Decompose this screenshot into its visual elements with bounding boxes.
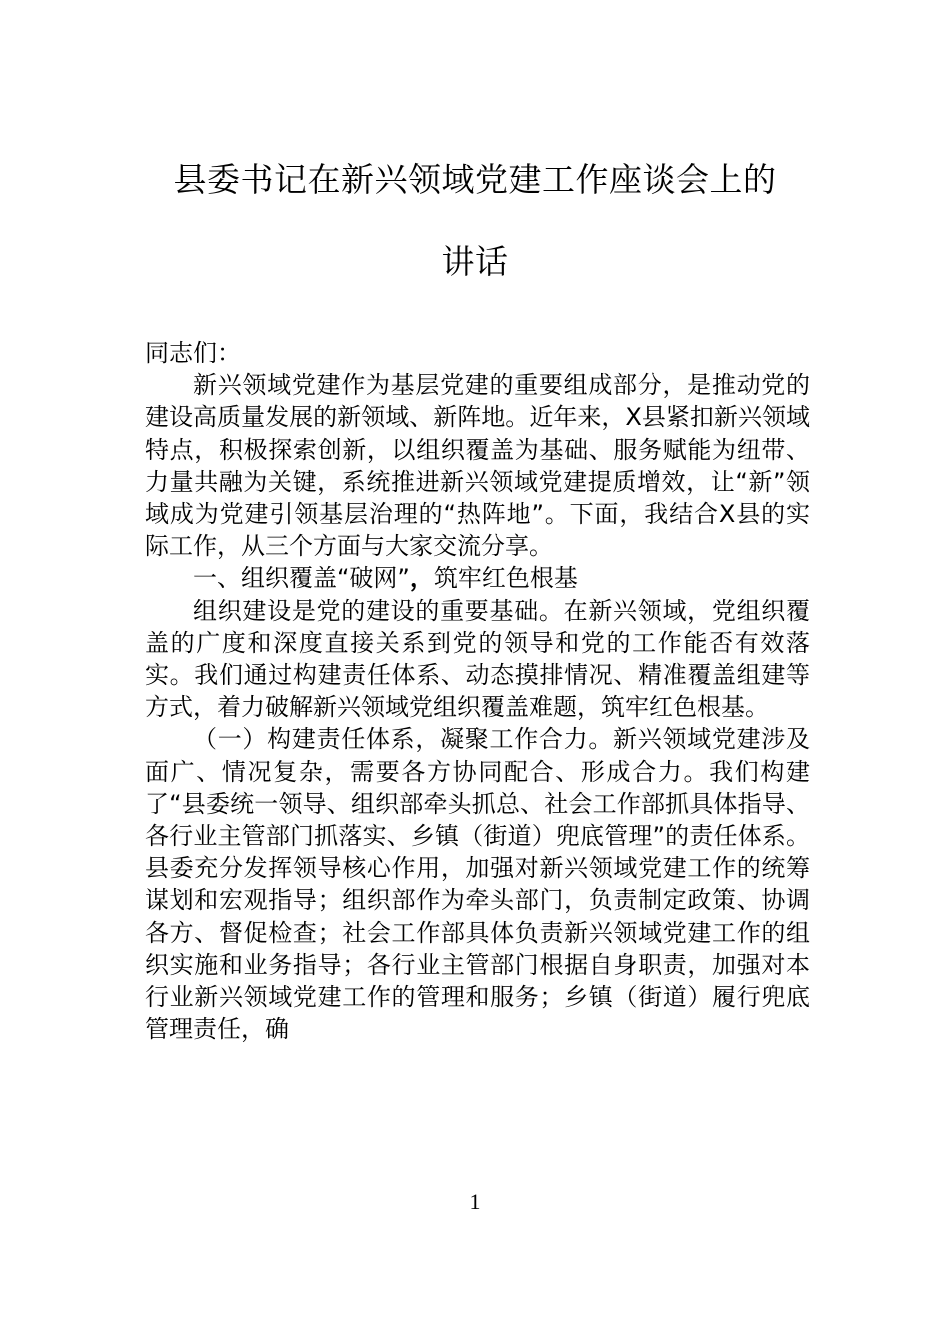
document-body xyxy=(145,337,810,1045)
title-line-1: 县委书记在新兴领域党建工作座谈会上的 xyxy=(173,160,777,199)
document-title xyxy=(120,160,830,282)
section-1-heading-punct: ， xyxy=(409,564,434,593)
intro-paragraph: 新兴领域党建作为基层党建的重要组成部分，是推动党的建设高质量发展的新领域、新阵地。近年来，X县紧扣新兴领域特点，积极探索创新，以组织覆盖为基础、服务赋能为纽带、力量共融为关键，系统推进新兴领域党建提质增效，让“新”领域成为党建引领基层治理的“热阵地”。下面，我结合X县的实际工作，从三个方面与大家交流分享。 xyxy=(145,371,810,561)
subsection-1-paragraph: （一）构建责任体系，凝聚工作合力。新兴领域党建涉及面广、情况复杂，需要各方协同配合、形成合力。我们构建了“县委统一领导、组织部牵头抓总、社会工作部抓具体指导、各行业主管部门抓落实、乡镇（街道）兜底管理”的责任体系。县委充分发挥领导核心作用，加强对新兴领域党建工作的统筹谋划和宏观指导；组织部作为牵头部门，负责制定政策、协调各方、督促检查；社会工作部具体负责新兴领域党建工作的组织实施和业务指导；各行业主管部门根据自身职责，加强对本行业新兴领域党建工作的管理和服务；乡镇（街道）履行兜底管理责任，确 xyxy=(145,725,810,1044)
title-line-2: 讲话 xyxy=(441,242,509,281)
section-1-heading xyxy=(145,562,810,594)
section-1-heading-start: 一、组织覆盖“破网” xyxy=(193,564,410,593)
salutation: 同志们： xyxy=(145,339,241,367)
section-1-heading-end: 筑牢红色根基 xyxy=(433,564,578,593)
page-number: 1 xyxy=(469,1189,481,1214)
section-1-paragraph: 组织建设是党的建设的重要基础。在新兴领域，党组织覆盖的广度和深度直接关系到党的领导和党的工作能否有效落实。我们通过构建责任体系、动态摸排情况、精准覆盖组建等方式，着力破解新兴领域党组织覆盖难题，筑牢红色根基。 xyxy=(145,596,810,722)
